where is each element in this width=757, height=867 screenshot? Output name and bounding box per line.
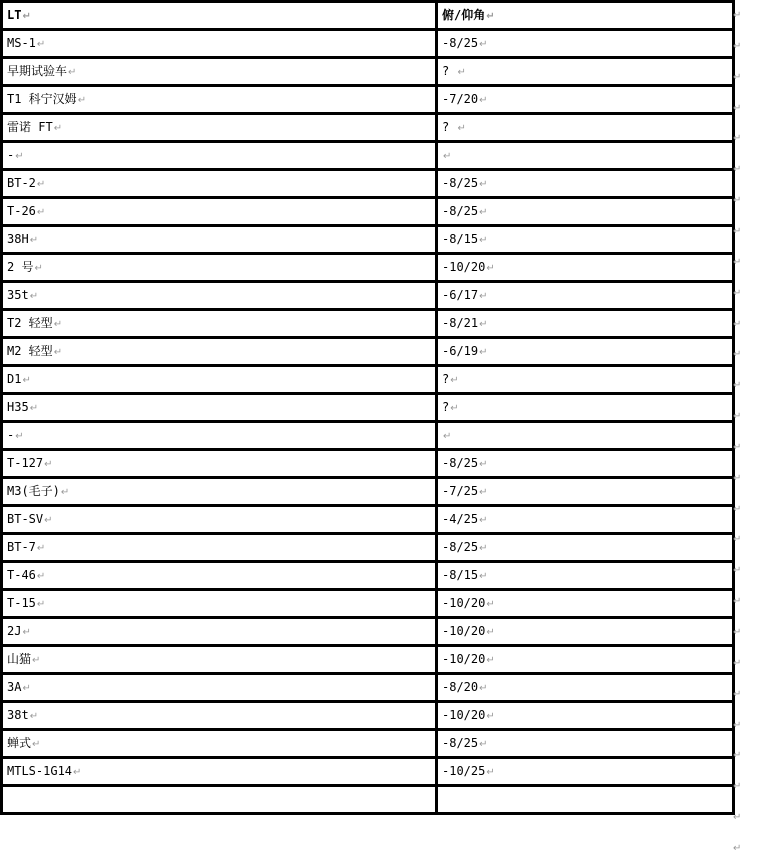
row-end-mark-icon: ↵	[733, 71, 742, 83]
cell-angle[interactable]	[437, 506, 734, 534]
paragraph-mark-icon: ↵	[32, 738, 41, 750]
paragraph-mark-icon: ↵	[29, 234, 39, 246]
row-end-mark-icon: ↵	[733, 627, 742, 638]
paragraph-mark-icon: ↵	[486, 626, 495, 638]
model-value: MTLS-1G14	[7, 763, 73, 778]
row-end-mark-icon: ↵	[733, 842, 742, 854]
cell-angle[interactable]	[437, 786, 734, 814]
row-end-mark-icon: ↵	[733, 256, 742, 268]
row-end-mark-icon: ↵	[733, 472, 742, 484]
paragraph-mark-icon: ↵	[443, 150, 452, 162]
paragraph-mark-icon: ↵	[29, 402, 39, 414]
paragraph-mark-icon: ↵	[29, 710, 39, 722]
row-end-mark-icon: ↵	[733, 349, 742, 361]
paragraph-mark-icon: ↵	[22, 10, 31, 22]
row-end-mark-icon: ↵	[733, 812, 742, 824]
cell-model[interactable]	[2, 646, 437, 674]
cell-model[interactable]	[2, 702, 437, 730]
cell-angle[interactable]	[437, 646, 734, 674]
model-value: -	[7, 427, 15, 442]
model-value: -	[7, 147, 15, 162]
table-row	[2, 254, 734, 282]
paragraph-mark-icon: ↵	[34, 262, 43, 274]
paragraph-mark-icon: ↵	[486, 262, 495, 274]
row-end-mark-icon: ↵	[733, 195, 742, 207]
row-end-mark-icon: ↵	[733, 750, 742, 762]
table-row	[2, 758, 734, 786]
cell-model[interactable]	[2, 366, 437, 394]
model-value: T-26	[7, 203, 36, 218]
angle-value: -10/20	[442, 707, 486, 722]
angle-value: -8/25	[442, 735, 479, 750]
table-row	[2, 534, 734, 562]
cell-model[interactable]	[2, 310, 437, 338]
cell-model[interactable]	[2, 198, 437, 226]
model-value: BT-7	[7, 539, 36, 554]
paragraph-mark-icon: ↵	[15, 150, 24, 162]
paragraph-mark-icon: ↵	[479, 38, 488, 50]
table-row	[2, 142, 734, 170]
model-value: MS-1	[7, 35, 36, 50]
table-row	[2, 562, 734, 590]
cell-model[interactable]	[2, 674, 437, 702]
table-row	[2, 338, 734, 366]
cell-model[interactable]	[2, 86, 437, 114]
row-end-mark-icon: ↵	[733, 380, 742, 392]
table-row	[2, 114, 734, 142]
row-end-mark-icon: ↵	[733, 287, 742, 299]
table-header-row	[2, 2, 734, 30]
cell-angle[interactable]	[437, 170, 734, 198]
angle-value: -6/17	[442, 287, 479, 302]
cell-model[interactable]	[2, 590, 437, 618]
paragraph-mark-icon: ↵	[77, 94, 87, 106]
angle-value: -8/15	[442, 567, 479, 582]
row-end-mark-icon: ↵	[733, 719, 742, 731]
model-value: 2 号	[7, 259, 34, 274]
paragraph-mark-icon: ↵	[479, 206, 488, 218]
cell-angle[interactable]	[437, 674, 734, 702]
cell-model[interactable]	[2, 394, 437, 422]
cell-model[interactable]	[2, 282, 437, 310]
cell-model[interactable]	[2, 58, 437, 86]
angle-value: -7/25	[442, 483, 479, 498]
cell-model[interactable]	[2, 562, 437, 590]
paragraph-mark-icon: ↵	[479, 682, 488, 694]
row-end-mark-icon: ↵	[733, 596, 742, 608]
table-row	[2, 450, 734, 478]
table-row	[2, 730, 734, 758]
row-end-mark-icon: ↵	[733, 40, 742, 52]
paragraph-mark-icon: ↵	[479, 346, 488, 358]
cell-angle[interactable]	[437, 226, 734, 254]
model-value: BT-SV	[7, 511, 44, 526]
angle-value: -10/20	[442, 651, 486, 666]
model-value: 蝉式	[7, 735, 32, 750]
cell-angle[interactable]	[437, 114, 734, 142]
paragraph-mark-icon: ↵	[15, 430, 24, 442]
paragraph-mark-icon: ↵	[60, 486, 70, 498]
table-row	[2, 86, 734, 114]
table-row	[2, 282, 734, 310]
table-row	[2, 702, 734, 730]
paragraph-mark-icon: ↵	[479, 318, 488, 330]
angle-value: ?	[442, 63, 457, 78]
paragraph-mark-icon: ↵	[450, 374, 459, 386]
paragraph-mark-icon: ↵	[36, 542, 46, 554]
paragraph-mark-icon: ↵	[479, 514, 488, 526]
paragraph-mark-icon: ↵	[443, 430, 452, 442]
paragraph-mark-icon: ↵	[450, 402, 459, 414]
paragraph-mark-icon: ↵	[36, 598, 46, 610]
cell-angle[interactable]	[437, 702, 734, 730]
angle-value: ?	[442, 371, 450, 386]
paragraph-mark-icon: ↵	[479, 738, 488, 750]
model-value: D1	[7, 371, 22, 386]
angle-value: -8/25	[442, 175, 479, 190]
row-end-mark-icon: ↵	[733, 688, 742, 700]
row-end-mark-icon: ↵	[733, 133, 742, 145]
model-value: T-15	[7, 595, 36, 610]
angle-value: -8/20	[442, 679, 479, 694]
cell-model[interactable]	[2, 30, 437, 58]
table-row	[2, 646, 734, 674]
cell-angle[interactable]	[437, 142, 734, 170]
model-value: M2 轻型	[7, 343, 53, 358]
angle-value: -8/25	[442, 539, 479, 554]
cell-angle[interactable]	[437, 422, 734, 450]
row-end-mark-icon: ↵	[733, 10, 742, 21]
paragraph-mark-icon: ↵	[479, 542, 488, 554]
paragraph-mark-icon: ↵	[479, 94, 488, 106]
angle-value: -8/21	[442, 315, 479, 330]
cell-model[interactable]	[2, 758, 437, 786]
cell-angle[interactable]	[437, 562, 734, 590]
model-value: T-46	[7, 567, 36, 582]
paragraph-mark-icon: ↵	[29, 290, 39, 302]
paragraph-mark-icon: ↵	[486, 10, 495, 22]
cell-angle[interactable]	[437, 590, 734, 618]
paragraph-mark-icon: ↵	[457, 122, 466, 134]
cell-model[interactable]	[2, 730, 437, 758]
table-row	[2, 30, 734, 58]
header-model-label: LT	[7, 7, 22, 22]
header-angle-label: 俯/仰角	[442, 7, 486, 22]
cell-angle[interactable]	[437, 534, 734, 562]
table-row	[2, 618, 734, 646]
paragraph-mark-icon: ↵	[32, 654, 41, 666]
paragraph-mark-icon: ↵	[53, 346, 63, 358]
row-end-mark-icon: ↵	[733, 102, 742, 114]
row-end-mark-icon: ↵	[733, 534, 742, 546]
table-row	[2, 674, 734, 702]
paragraph-mark-icon: ↵	[22, 374, 31, 386]
cell-model[interactable]	[2, 506, 437, 534]
table-row	[2, 170, 734, 198]
paragraph-mark-icon: ↵	[22, 626, 31, 638]
paragraph-mark-icon: ↵	[53, 318, 63, 330]
model-value: 35t	[7, 287, 29, 302]
paragraph-mark-icon: ↵	[486, 766, 495, 778]
row-end-mark-icon: ↵	[733, 565, 742, 577]
row-end-mark-icon: ↵	[733, 164, 742, 176]
cell-model[interactable]	[2, 450, 437, 478]
angle-value: -4/25	[442, 511, 479, 526]
paragraph-mark-icon: ↵	[22, 682, 31, 694]
model-value: T-127	[7, 455, 44, 470]
cell-model[interactable]	[2, 534, 437, 562]
table-row	[2, 422, 734, 450]
cell-angle[interactable]	[437, 394, 734, 422]
angle-value: -8/25	[442, 203, 479, 218]
table-row	[2, 506, 734, 534]
model-value: 2J	[7, 623, 22, 638]
angle-value: -10/20	[442, 623, 486, 638]
model-value: 3A	[7, 679, 22, 694]
cell-angle[interactable]	[437, 338, 734, 366]
paragraph-mark-icon: ↵	[486, 654, 495, 666]
paragraph-mark-icon: ↵	[36, 570, 46, 582]
paragraph-mark-icon: ↵	[457, 66, 466, 78]
paragraph-mark-icon: ↵	[44, 458, 53, 470]
table-row	[2, 226, 734, 254]
cell-angle[interactable]	[437, 366, 734, 394]
header-cell-angle[interactable]	[437, 2, 734, 30]
cell-angle[interactable]	[437, 58, 734, 86]
table-row	[2, 786, 734, 814]
row-end-mark-icon: ↵	[733, 441, 742, 453]
model-value: 38t	[7, 707, 29, 722]
cell-angle[interactable]	[437, 450, 734, 478]
paragraph-mark-icon: ↵	[36, 206, 46, 218]
cell-model[interactable]	[2, 114, 437, 142]
table-row	[2, 58, 734, 86]
angle-value: -8/15	[442, 231, 479, 246]
paragraph-mark-icon: ↵	[68, 66, 77, 78]
row-end-mark-icon: ↵	[733, 411, 742, 423]
cell-angle[interactable]	[437, 730, 734, 758]
model-value: 山猫	[7, 651, 32, 666]
cell-model[interactable]	[2, 142, 437, 170]
paragraph-mark-icon: ↵	[53, 122, 63, 134]
model-value: M3(毛子)	[7, 483, 60, 498]
model-value: BT-2	[7, 175, 36, 190]
cell-angle[interactable]	[437, 478, 734, 506]
paragraph-mark-icon: ↵	[486, 710, 495, 722]
table-row	[2, 310, 734, 338]
model-value: 38H	[7, 231, 29, 246]
angle-value: ?	[442, 119, 457, 134]
paragraph-mark-icon: ↵	[36, 178, 46, 190]
paragraph-mark-icon: ↵	[73, 766, 82, 778]
cell-model[interactable]	[2, 170, 437, 198]
angle-value: -10/20	[442, 259, 486, 274]
cell-angle[interactable]	[437, 254, 734, 282]
cell-model[interactable]	[2, 422, 437, 450]
paragraph-mark-icon: ↵	[479, 486, 488, 498]
cell-model[interactable]	[2, 338, 437, 366]
cell-model[interactable]	[2, 478, 437, 506]
header-cell-model[interactable]	[2, 2, 437, 30]
paragraph-mark-icon: ↵	[479, 234, 488, 246]
table-row	[2, 394, 734, 422]
model-value: 雷诺 FT	[7, 119, 53, 134]
angle-value: -10/20	[442, 595, 486, 610]
cell-angle[interactable]	[437, 86, 734, 114]
cell-angle[interactable]	[437, 758, 734, 786]
cell-model[interactable]	[2, 618, 437, 646]
table-row	[2, 198, 734, 226]
model-value: T1 科宁汉姆	[7, 91, 77, 106]
angle-value: -8/25	[442, 35, 479, 50]
cell-model[interactable]	[2, 254, 437, 282]
cell-angle[interactable]	[437, 618, 734, 646]
paragraph-mark-icon: ↵	[479, 458, 488, 470]
cell-angle[interactable]	[437, 310, 734, 338]
cell-angle[interactable]	[437, 282, 734, 310]
table-row	[2, 590, 734, 618]
model-value: 早期试验车	[7, 63, 68, 78]
cell-angle[interactable]	[437, 198, 734, 226]
cell-angle[interactable]	[437, 30, 734, 58]
paragraph-mark-icon: ↵	[479, 290, 488, 302]
row-end-mark-icon: ↵	[733, 657, 742, 669]
row-end-mark-icon: ↵	[733, 225, 742, 237]
paragraph-mark-icon: ↵	[44, 514, 53, 526]
angle-value: -6/19	[442, 343, 479, 358]
angle-value: -7/20	[442, 91, 479, 106]
row-end-mark-icon: ↵	[733, 318, 742, 330]
model-value: H35	[7, 399, 29, 414]
cell-model[interactable]	[2, 226, 437, 254]
row-end-mark-icon: ↵	[733, 781, 742, 793]
paragraph-mark-icon: ↵	[36, 38, 46, 50]
angle-value: -8/25	[442, 455, 479, 470]
angle-value: -10/25	[442, 763, 486, 778]
angle-value: ?	[442, 399, 450, 414]
row-end-mark-icon: ↵	[733, 503, 742, 515]
model-value: T2 轻型	[7, 315, 53, 330]
paragraph-mark-icon: ↵	[486, 598, 495, 610]
paragraph-mark-icon: ↵	[479, 178, 488, 190]
cell-model[interactable]	[2, 786, 437, 814]
table-row	[2, 478, 734, 506]
paragraph-mark-icon: ↵	[479, 570, 488, 582]
table-row	[2, 366, 734, 394]
